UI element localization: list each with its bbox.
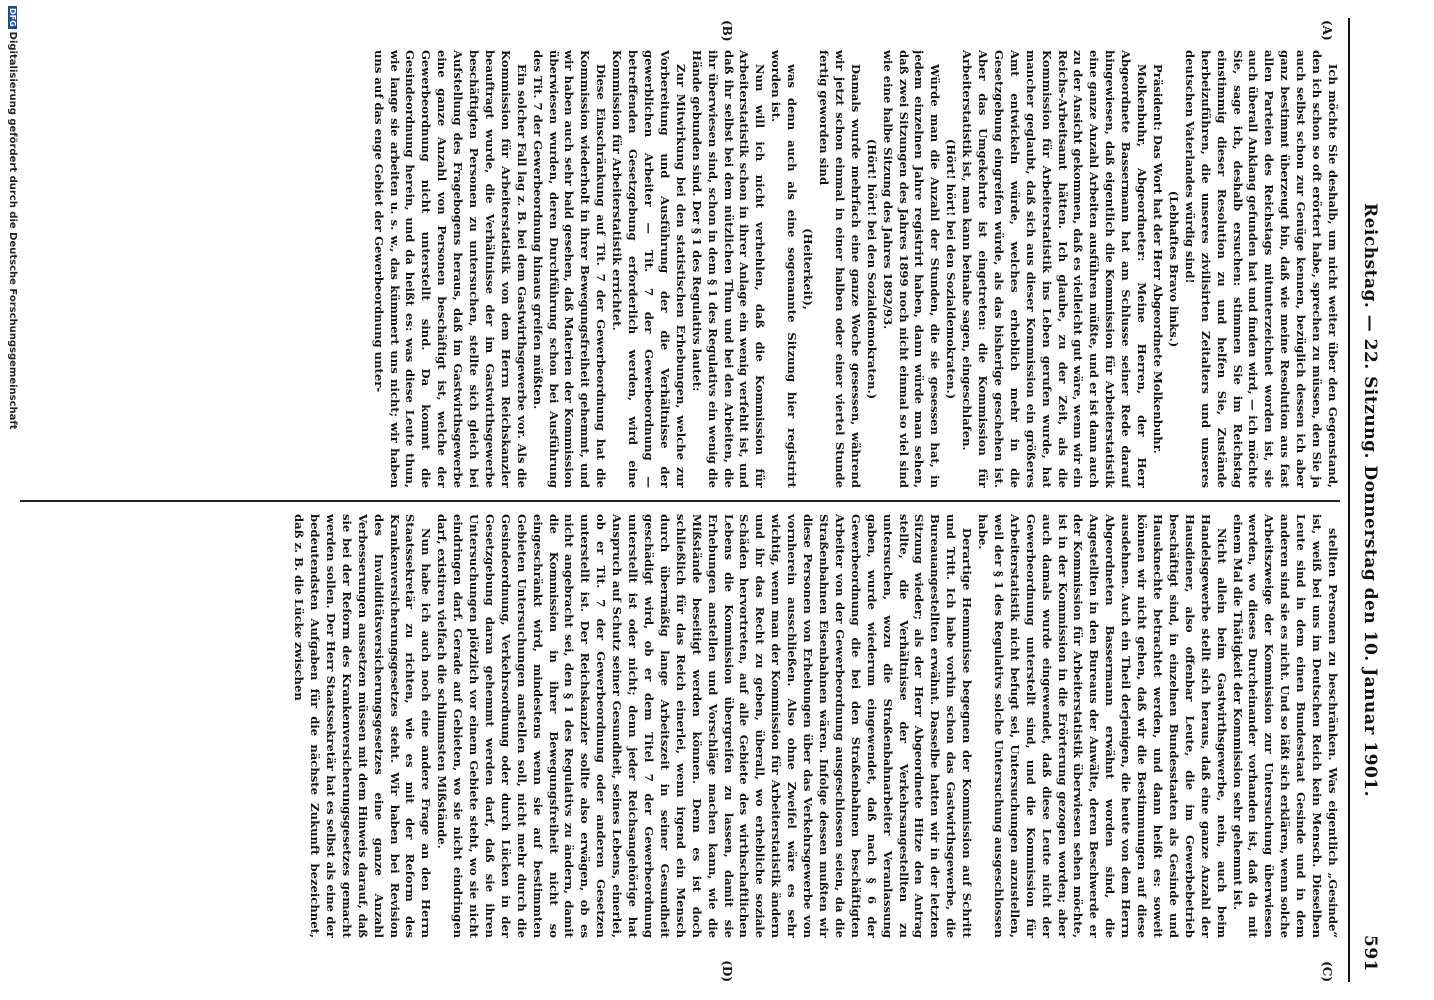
paragraph-quote: Zur Mitwirkung bei den statistischen Erhebungen, welche zur Vorbereitung und Ausführung der die Verhältnisse der gewerblichen Arbeiter — Tit. 7 der Gewerbeordnung — betreffenden Gesetzgebung erforderlich werden, wird eine Kommission für Arbeiterstatistik errichtet. — [610, 50, 688, 488]
paragraph-aside: (Hört! hört! bei den Sozialdemokraten.) — [864, 138, 879, 400]
credit-text: Digitalisierung gefördert durch die Deutsche Forschungsgemeinschaft — [7, 31, 18, 430]
left-column — [20, 50, 1340, 488]
header-rule — [1348, 18, 1350, 982]
paragraph: Würde man die Anzahl der Stunden, die sie gesessen hat, in jedem einzelnen Jahre registrirt haben, dann würde man sehen, daß zwei Sitzungen des Jahres 1899 noch nicht einmal so viel sind wie eine halbe Sitzung des Jahres 1892/93. — [880, 50, 943, 488]
paragraph: Ein solcher Fall lag z. B. bei dem Gastwirthsgewerbe vor. Als die Kommission für Arbeiterstatistik von dem Herrn Reichskanzler beauftragt wurde, die Verhältnisse der im Gastwirthsgewerbe beschäftigten Personen zu untersuchen, stellte sich gleich bei Aufstellung des Fragebogens heraus, daß im Gastwirthsgewerbe eine ganze Anzahl von Personen beschäftigt ist, welche der Gewerbeordnung nicht unterstellt sind. Da kommt die Gesindeordnung herein, und da heißt es: was diese Leute thun, wie lange sie arbeiten u. s. w., das kümmert uns nicht; wir haben uns auf das enge Gebiet der Gewerbeordnung unter- — [371, 50, 529, 488]
paragraph: Nicht allein beim Gastwirthsgewerbe, nein, auch beim Handelsgewerbe stellt sich heraus, daß eine ganze Anzahl der Hausdiener, also offenbar Leute, die im Gewerbebetrieb beschäftigt sind, in einzelnen Bundesstaaten als Gesinde und Hausknechte betrachtet werden, und dann heißt es: soweit können wir nicht gehen, daß wir die Bestimmungen auf diese ausdehnen. Auch ein Theil derjenigen, die heute von dem Herrn Abgeordneten Bassermann erwähnt worden sind, die Angestellten in den Bureaus der Anwälte, deren Beschwerde er der Kommission für Arbeiterstatistik überwiesen sehen möchte, ist in der Kommission in die Erörterung gezogen worden; aber auch damals wurde eingewendet, daß diese Leute nicht der Gewerbeordnung unterstellt sind, und die Kommission für Arbeiterstatistik nicht befugt sei, Untersuchungen anzustellen, weil der § 1 des Regulativs solche Untersuchung ausgeschlossen habe. — [976, 514, 1229, 938]
paragraph: Molkenbuhr, Abgeordneter: Meine Herren, der Herr Abgeordnete Bassermann hat am Schlusse seiner Rede darauf hingewiesen, daß eigentlich die Kommission für Arbeiterstatistik eine ganze Anzahl Arbeiten ausführen müßte, und er ist dann auch zu der Ansicht gekommen, daß es vielleicht gut wäre, wenn wir ein Reichs-Arbeitsamt hätten. Ich glaube, zu der Zeit, als die Kommission für Arbeiterstatistik ins Leben gerufen wurde, hat mancher geglaubt, daß sich aus dieser Kommission ein größeres Amt entwickeln würde, welches erheblich mehr in die Gesetzgebung eingreifen würde, als das bisherige geschehen ist. Aber das Umgekehrte ist eingetreten: die Kommission für Arbeiterstatistik ist, man kann beinahe sagen, eingeschlafen. — [960, 50, 1150, 488]
paragraph: Präsident: Das Wort hat der Herr Abgeordnete Molkenbuhr. — [1151, 64, 1166, 454]
paragraph: stellten Personen zu beschränken. Was eigentlich „Gesinde“ ist, weiß bei uns im Deutschen Reich kein Mensch. Dieselben Leute sind in dem einen Bundesstaat Gesinde und in dem anderen sind sie es nicht. Und so läßt sich erklären, wenn solche Arbeitszweige der Kommission zur Untersuchung überwiesen werden, wo dieses Durcheinander vorhanden ist, daß da mit einem Mal die Thätigkeit der Kommission sehr gehemmt ist. — [1230, 514, 1340, 938]
margin-marker-b: (B) — [720, 20, 734, 42]
paragraph: Damals wurde mehrfach eine ganze Woche gesessen, während wir jetzt schon einmal in einer halben oder einer viertel Stunde fertig geworden sind — [817, 50, 863, 488]
margin-marker-a: (A) — [1320, 20, 1334, 41]
dfg-logo: DFG — [8, 8, 18, 27]
paragraph: Nun will ich nicht verhehlen, daß die Kommission für Arbeiterstatistik schon in ihrer Anlage ein wenig verfehlt ist, und daß ihr selbst bei dem nützlichen Thun und bei den Arbeiten, die ihr überwiesen sind, schon in dem § 1 des Regulativs ein wenig die Hände gebunden sind. Der § 1 des Regulativs lautet: — [689, 50, 768, 488]
paragraph: Derartige Hemmnisse begegnen der Kommission auf Schritt und Tritt. Ich habe vorhin schon das Gastwirthsgewerbe, die Bureauangestellten erwähnt. Dasselbe hatten wir in der letzten Sitzung wieder; als der Herr Abgeordnete Hitze den Antrag stellte, die Verhältnisse der Verkehrsangestellten zu untersuchen, wozu die Straßenbahnarbeiter Veranlassung gaben, wurde wiederum eingewendet, daß nach § 6 der Gewerbeordnung die bei den Straßenbahnen beschäftigten Arbeiter von der Gewerbeordnung ausgeschlossen seien, da die Straßenbahnen Eisenbahnen wären. Infolge dessen mußten wir diese Personen von Erhebungen über das Verkehrsgewerbe von vornherein ausschließen. Also ohne Zweifel wäre es sehr wichtig, wenn man der Kommission für Arbeiterstatistik ändern und ihr das Recht zu geben, überall, wo erhebliche soziale Schäden hervortreten, auf alle Gebiete des wirthschaftlichen Lebens die Kommission übergreifen zu lassen, damit sie Erhebungen anstellen und Vorschläge machen kann, wie die Mißstände beseitigt werden können. Denn es ist doch schließlich für das Reich einerlei, wenn irgend ein Mensch durch übermäßig lange Arbeitszeit in seiner Gesundheit geschädigt wird, ob er dem Titel 7 der Gewerbeordnung unterstellt ist oder nicht; denn jeder Reichsangehörige hat Anspruch auf Schutz seiner Gesundheit, seines Lebens, einerlei, ob er Tit. 7 der Gewerbeordnung oder anderen Gesetzen unterstellt ist. Der Reichskanzler sollte also erwägen, ob es nicht angebracht sei, den § 1 des Regulativs zu ändern, damit die Kommission in ihrer Bewegungsfreiheit nicht so eingeschränkt wird, mindestens wenn sie auf bestimmten Gebieten Untersuchungen anstellen soll, nicht mehr durch die Gesindeordnung, Verkehrsordnung oder durch Lücken in der Gesetzgebung daran gehemmt werden darf, daß sie ihren Untersuchungen plötzlich vor einem Gebiete steht, wo sie nicht eindringen darf. Gerade auf Gebieten, wo sie nicht eindringen darf, existiren vielfach die schlimmsten Mißstände. — [435, 514, 975, 938]
paragraph: was denn auch als eine sogenannte Sitzung hier registrirt worden ist. — [769, 50, 800, 488]
right-column — [20, 514, 1340, 938]
margin-marker-d: (D) — [720, 960, 734, 982]
paragraph: Ich möchte Sie deshalb, um nicht weiter über den Gegenstand, den ich schon so oft erörtert habe, sprechen zu müssen, den Sie ja auch selbst schon zur Genüge kennen, bezüglich dessen ich aber ganz bestimmt überzeugt bin, daß wie meine Resolution aus fast allen Parteien des Reichstags mitunterzeichnet worden ist, sie auch überall Anklang gefunden hat und finden wird, — ich möchte Sie, sage ich, deshalb ersuchen: stimmen Sie im Reichstag einstimmig dieser Resolution zu und helfen Sie, Zustände herbeizuführen, die unseres zivilisirten Zeitalters und unseres deutschen Vaterlandes würdig sind! — [1182, 50, 1340, 488]
page-title: Reichstag. — 22. Sitzung. Donnerstag den 10. Januar 1901. — [1360, 202, 1380, 798]
paragraph-aside: (Heiterkeit), — [801, 228, 816, 310]
margin-marker-c: (C) — [1320, 961, 1334, 982]
paragraph: Nun habe ich auch noch eine andere Frage an den Herrn Staatssekretär zu richten, wie es mit der Reform des Krankenversicherungsgesetzes steht. Wir haben bei Revision des Invaliditätsversicherungsgesetzes eine ganze Anzahl Verbesserungen aussetzen müssen mit dem Hinweis darauf, daß sie bei der Reform des Krankenversicherungsgesetzes gemacht werden sollen. Der Herr Staatssekretär hat es selbst als eine der bedeutendsten Aufgaben für die nächste Zukunft bezeichnet, daß z. B. die Lücke zwischen — [292, 514, 434, 938]
digitization-credit — [4, 6, 18, 1000]
paragraph: Diese Einschränkung auf Tit. 7 der Gewerbeordnung hat die Kommission wiederholt in ihrer Bewegungsfreiheit gehemmt, und wir haben auch sehr bald gesehen, daß Materien der Kommission überwiesen wurden, deren Durchführung schon bei Ausführung des Tit. 7 der Gewerbeordnung hinaus greifen müßten. — [530, 50, 609, 488]
paragraph-aside: (Lebhaftes Bravo links.) — [1166, 190, 1181, 348]
page-header — [1350, 18, 1384, 982]
page-number: 591 — [1360, 935, 1380, 972]
paragraph-aside: (Hört! hört! bei den Sozialdemokraten.) — [944, 138, 959, 400]
column-divider — [20, 500, 1340, 502]
